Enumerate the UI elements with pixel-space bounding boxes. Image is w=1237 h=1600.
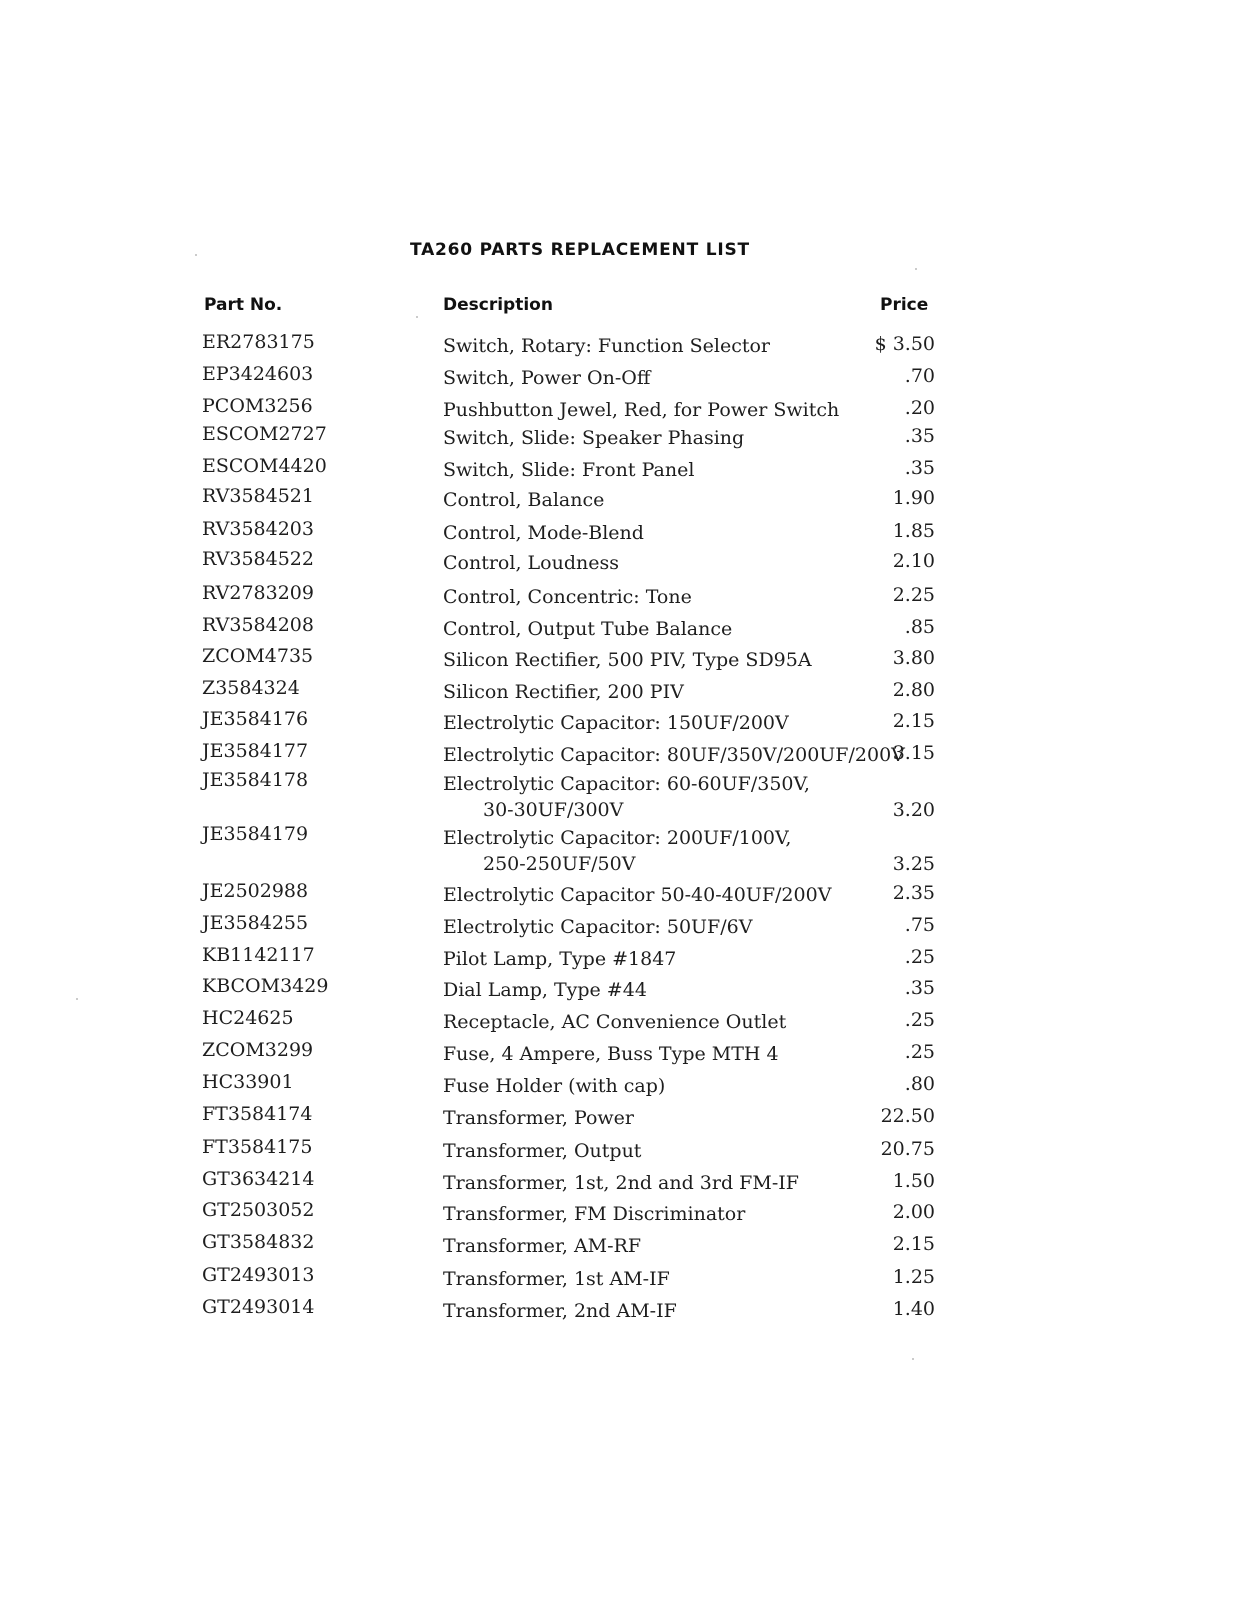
part-description-line: Silicon Rectifier, 200 PIV <box>443 681 684 703</box>
part-price: 3.80 <box>892 647 935 669</box>
part-description-line: Electrolytic Capacitor: 60-60UF/350V, <box>443 773 810 795</box>
part-price: 2.35 <box>892 882 935 904</box>
scan-speck <box>416 316 418 318</box>
part-number: RV3584203 <box>202 518 314 540</box>
part-number: RV2783209 <box>202 582 314 604</box>
part-number: FT3584175 <box>202 1136 313 1158</box>
column-header-price: Price <box>880 295 929 315</box>
part-number: EP3424603 <box>202 363 314 385</box>
part-number: GT3584832 <box>202 1231 315 1253</box>
part-price: .75 <box>904 914 935 936</box>
part-description-line: Electrolytic Capacitor: 80UF/350V/200UF/200V <box>443 744 905 766</box>
part-description-line: Control, Output Tube Balance <box>443 618 733 640</box>
part-description-line: Switch, Slide: Speaker Phasing <box>443 427 745 449</box>
part-number: KBCOM3429 <box>202 975 329 997</box>
part-number: GT2503052 <box>202 1199 315 1221</box>
part-number: RV3584208 <box>202 614 314 636</box>
part-price: 3.25 <box>892 853 935 875</box>
part-description <box>443 1138 641 1164</box>
part-description-line: Transformer, 1st AM-IF <box>443 1268 670 1290</box>
part-price: 1.85 <box>892 520 935 542</box>
part-description <box>443 457 694 483</box>
part-description-line: Control, Loudness <box>443 552 619 574</box>
part-number: HC24625 <box>202 1007 294 1029</box>
part-description-line: Electrolytic Capacitor: 150UF/200V <box>443 712 789 734</box>
part-description-line: Receptacle, AC Convenience Outlet <box>443 1011 787 1033</box>
part-description <box>443 584 692 610</box>
part-number: PCOM3256 <box>202 395 313 417</box>
scan-speck <box>915 268 917 270</box>
part-price: .25 <box>904 1041 935 1063</box>
part-number: JE3584177 <box>202 740 309 762</box>
part-price: .70 <box>904 365 935 387</box>
part-description <box>443 977 647 1003</box>
part-price: $ 3.50 <box>874 333 935 355</box>
part-price: 22.50 <box>880 1105 935 1127</box>
column-header-description: Description <box>443 295 553 315</box>
part-description <box>443 771 810 823</box>
part-price: 1.90 <box>892 487 935 509</box>
part-description <box>443 365 650 391</box>
part-description-line: Pilot Lamp, Type #1847 <box>443 948 677 970</box>
part-description <box>443 882 831 908</box>
part-price: 2.15 <box>892 1233 935 1255</box>
part-price: 2.15 <box>892 710 935 732</box>
part-number: ESCOM4420 <box>202 455 327 477</box>
part-description-line: Transformer, 1st, 2nd and 3rd FM-IF <box>443 1172 799 1194</box>
part-description <box>443 1009 786 1035</box>
part-price: 2.10 <box>892 550 935 572</box>
part-price: 2.00 <box>892 1201 935 1223</box>
part-description <box>443 397 839 423</box>
part-price: .80 <box>904 1073 935 1095</box>
part-description <box>443 1073 665 1099</box>
part-description-line: Fuse, 4 Ampere, Buss Type MTH 4 <box>443 1043 779 1065</box>
part-description-line: Transformer, Power <box>443 1107 635 1129</box>
part-description-line: Electrolytic Capacitor 50-40-40UF/200V <box>443 884 832 906</box>
scan-speck <box>76 998 78 1000</box>
part-description-line: Switch, Power On-Off <box>443 367 651 389</box>
scan-speck <box>912 1358 914 1360</box>
part-price: 3.20 <box>892 799 935 821</box>
part-description-line: Silicon Rectifier, 500 PIV, Type SD95A <box>443 649 812 671</box>
part-number: ZCOM3299 <box>202 1039 314 1061</box>
part-price: 1.25 <box>892 1266 935 1288</box>
part-price: 1.40 <box>892 1298 935 1320</box>
part-number: KB1142117 <box>202 944 315 966</box>
part-price: .35 <box>904 425 935 447</box>
part-description <box>443 1233 641 1259</box>
part-price: .85 <box>904 616 935 638</box>
part-number: FT3584174 <box>202 1103 313 1125</box>
part-description-continuation: 30-30UF/300V <box>483 799 624 821</box>
part-description-line: Electrolytic Capacitor: 200UF/100V, <box>443 827 792 849</box>
part-price: 2.80 <box>892 679 935 701</box>
part-description <box>443 1201 745 1227</box>
part-number: JE3584255 <box>202 912 309 934</box>
part-number: RV3584522 <box>202 548 314 570</box>
part-description-line: Pushbutton Jewel, Red, for Power Switch <box>443 399 840 421</box>
part-description-line: Control, Balance <box>443 489 605 511</box>
part-description <box>443 914 752 940</box>
part-number: GT2493013 <box>202 1264 315 1286</box>
part-number: Z3584324 <box>202 677 300 699</box>
part-price: 2.25 <box>892 584 935 606</box>
part-description <box>443 550 619 576</box>
part-description <box>443 1298 677 1324</box>
part-price: .25 <box>904 946 935 968</box>
part-description-line: Electrolytic Capacitor: 50UF/6V <box>443 916 753 938</box>
part-number: GT2493014 <box>202 1296 315 1318</box>
part-number: ESCOM2727 <box>202 423 327 445</box>
part-number: GT3634214 <box>202 1168 315 1190</box>
part-price: 1.50 <box>892 1170 935 1192</box>
part-description <box>443 520 644 546</box>
part-price: .35 <box>904 457 935 479</box>
part-description <box>443 1105 634 1131</box>
part-description-line: Transformer, Output <box>443 1140 642 1162</box>
part-price: .35 <box>904 977 935 999</box>
part-description <box>443 946 676 972</box>
part-number: JE3584178 <box>202 769 309 791</box>
part-description <box>443 1170 799 1196</box>
part-description-line: Control, Mode-Blend <box>443 522 644 544</box>
part-number: ER2783175 <box>202 331 315 353</box>
part-description-line: Control, Concentric: Tone <box>443 586 692 608</box>
part-price: 20.75 <box>880 1138 935 1160</box>
part-description <box>443 710 789 736</box>
part-number: JE2502988 <box>202 880 309 902</box>
part-number: RV3584521 <box>202 485 314 507</box>
part-description <box>443 333 770 359</box>
part-description-line: Switch, Slide: Front Panel <box>443 459 695 481</box>
column-header-part-no: Part No. <box>204 295 283 315</box>
part-description-line: Transformer, AM-RF <box>443 1235 642 1257</box>
part-description <box>443 616 732 642</box>
part-description <box>443 1266 670 1292</box>
part-description <box>443 825 791 877</box>
part-description-continuation: 250-250UF/50V <box>483 853 636 875</box>
part-description <box>443 679 684 705</box>
part-description-line: Dial Lamp, Type #44 <box>443 979 647 1001</box>
part-number: ZCOM4735 <box>202 645 314 667</box>
part-description <box>443 647 812 673</box>
part-description-line: Switch, Rotary: Function Selector <box>443 335 771 357</box>
part-description <box>443 1041 779 1067</box>
part-description-line: Transformer, 2nd AM-IF <box>443 1300 677 1322</box>
document-title: TA260 PARTS REPLACEMENT LIST <box>410 240 750 260</box>
part-description-line: Transformer, FM Discriminator <box>443 1203 746 1225</box>
part-description <box>443 742 905 768</box>
part-price: .25 <box>904 1009 935 1031</box>
part-number: JE3584176 <box>202 708 309 730</box>
part-price: .20 <box>904 397 935 419</box>
part-description <box>443 487 604 513</box>
part-number: HC33901 <box>202 1071 294 1093</box>
part-description <box>443 425 744 451</box>
scan-speck <box>195 254 197 256</box>
part-price: 3.15 <box>892 742 935 764</box>
part-description-line: Fuse Holder (with cap) <box>443 1075 666 1097</box>
part-number: JE3584179 <box>202 823 309 845</box>
